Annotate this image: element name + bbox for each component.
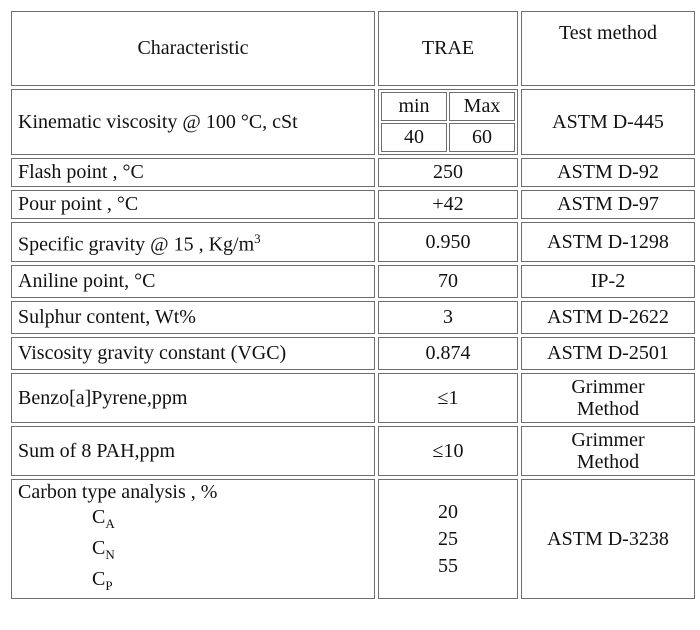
carbon-values-cell [378,479,518,599]
max-label: Max [449,92,515,121]
vgc-value: 0.874 [378,337,518,370]
pour-value: +42 [378,190,518,219]
carbon-cp: $C_P$ [92,568,113,593]
row-flash-point [11,158,695,187]
carbon-cp-value: 55 [438,554,458,577]
header-trae: TRAE [378,11,518,86]
carbon-ca: $C_A$ [92,506,115,531]
pah-label: Sum of 8 PAH,ppm [11,426,375,476]
row-pour-point [11,190,695,219]
aniline-label: Aniline point, °C [11,265,375,298]
flash-label: Flash point , °C [11,158,375,187]
pah-method-line2: Method [576,451,640,473]
kinematic-minmax-cell [378,89,518,155]
header-test-method: Test method [521,11,695,86]
gravity-method: ASTM D-1298 [521,222,695,262]
carbon-method: ASTM D-3238 [521,479,695,599]
benzo-method-cell [521,373,695,423]
pah-method-line1: Grimmer [571,429,645,451]
gravity-label: Specific gravity @ 15 , Kg/m [18,233,255,256]
kinematic-label: Kinematic viscosity @ 100 °C, cSt [11,89,375,155]
carbon-ca-value: 20 [438,500,458,523]
kinematic-method: ASTM D-445 [521,89,695,155]
flash-method: ASTM D-92 [521,158,695,187]
sulphur-value: 3 [378,301,518,334]
row-benzo-pyrene [11,373,695,423]
min-label: min [381,92,447,121]
carbon-cn-value: 25 [438,527,458,550]
spec-table-container [8,8,692,622]
gravity-label-cell [11,222,375,262]
pah-value: ≤10 [378,426,518,476]
row-specific-gravity [11,222,695,262]
row-sum-pah [11,426,695,476]
pour-label: Pour point , °C [11,190,375,219]
gravity-label-sup: 3 [254,231,261,247]
benzo-method-line2: Method [576,398,640,420]
row-kinematic-viscosity [11,89,695,155]
row-sulphur-content [11,301,695,334]
row-carbon-type [11,479,695,599]
header-characteristic: Characteristic [11,11,375,86]
vgc-method: ASTM D-2501 [521,337,695,370]
aniline-value: 70 [378,265,518,298]
benzo-label: Benzo[a]Pyrene,ppm [11,373,375,423]
minmax-subtable [379,90,517,154]
vgc-label: Viscosity gravity constant (VGC) [11,337,375,370]
gravity-value: 0.950 [378,222,518,262]
carbon-label: Carbon type analysis , % [18,481,218,503]
carbon-label-cell [11,479,375,599]
min-value: 40 [381,123,447,152]
carbon-cn: $C_N$ [92,537,115,562]
pour-method: ASTM D-97 [521,190,695,219]
sulphur-label: Sulphur content, Wt% [11,301,375,334]
spec-table [8,8,698,602]
flash-value: 250 [378,158,518,187]
sulphur-method: ASTM D-2622 [521,301,695,334]
max-value: 60 [449,123,515,152]
pah-method-cell [521,426,695,476]
row-aniline-point [11,265,695,298]
benzo-method-line1: Grimmer [571,376,645,398]
row-vgc [11,337,695,370]
benzo-value: ≤1 [378,373,518,423]
header-row [11,11,695,86]
aniline-method: IP-2 [521,265,695,298]
